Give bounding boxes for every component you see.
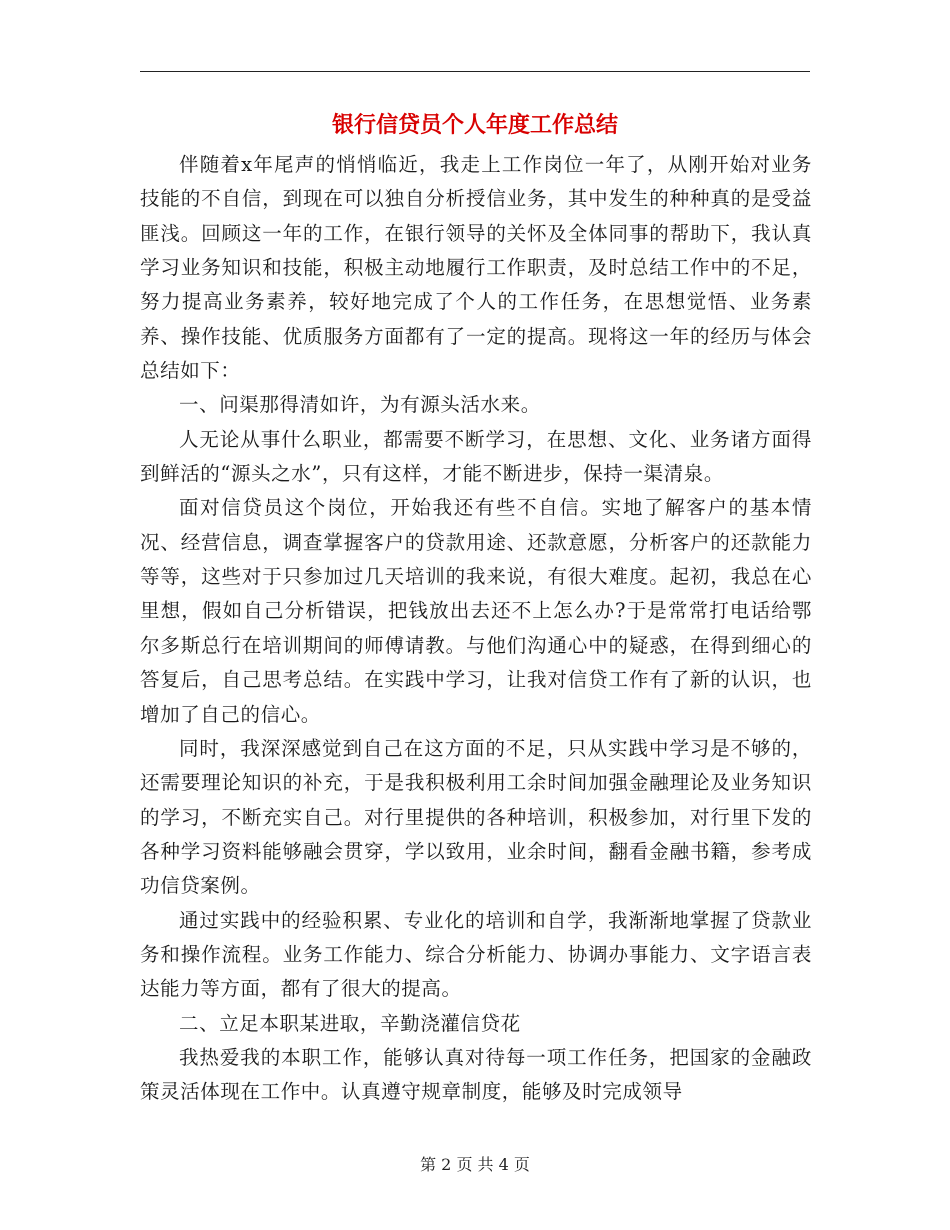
paragraph-practice: 面对信贷员这个岗位，开始我还有些不自信。实地了解客户的基本情况、经营信息，调查掌握客户的贷款用途、还款意愿，分析客户的还款能力等等，这些对于只参加过几天培训的我来说，有很大难度。起初，我总在心里想，假如自己分析错误，把钱放出去还不上怎么办?于是常常打电话给鄂尔多斯总行在培训期间的师傅请教。与他们沟通心中的疑惑，在得到细心的答复后，自己思考总结。在实践中学习，让我对信贷工作有了新的认识，也增加了自己的信心。 <box>140 496 812 726</box>
paragraph-learning: 人无论从事什么职业，都需要不断学习，在思想、文化、业务诸方面得到鲜活的“源头之水”，只有这样，才能不断进步，保持一渠清泉。 <box>140 427 812 486</box>
paragraph-intro: 伴随着x年尾声的悄悄临近，我走上工作岗位一年了，从刚开始对业务技能的不自信，到现在可以独自分析授信业务，其中发生的种种真的是受益匪浅。回顾这一年的工作，在银行领导的关怀及全体同事的帮助下，我认真学习业务知识和技能，积极主动地履行工作职责，及时总结工作中的不足，努力提高业务素养，较好地完成了个人的工作任务，在思想觉悟、业务素养、操作技能、优质服务方面都有了一定的提高。现将这一年的经历与体会总结如下： <box>140 153 812 383</box>
paragraph-progress: 通过实践中的经验积累、专业化的培训和自学，我渐渐地掌握了贷款业务和操作流程。业务工作能力、综合分析能力、协调办事能力、文字语言表达能力等方面，都有了很大的提高。 <box>140 908 812 1001</box>
page-number-footer: 第 2 页 共 4 页 <box>420 1155 530 1174</box>
document-body <box>140 148 812 1110</box>
section-heading-1: 一、问渠那得清如许，为有源头活水来。 <box>179 393 541 417</box>
header-rule <box>140 71 810 72</box>
paragraph-theory: 同时，我深深感觉到自己在这方面的不足，只从实践中学习是不够的，还需要理论知识的补充，于是我积极利用工余时间加强金融理论及业务知识的学习，不断充实自己。对行里提供的各种培训，积极参加，对行里下发的各种学习资料能够融会贯穿，学以致用，业余时间，翻看金融书籍，参考成功信贷案例。 <box>140 736 812 898</box>
paragraph-duty: 我热爱我的本职工作，能够认真对待每一项工作任务，把国家的金融政策灵活体现在工作中。认真遵守规章制度，能够及时完成领导 <box>140 1045 812 1104</box>
document-title: 银行信贷员个人年度工作总结 <box>331 112 618 138</box>
section-heading-2: 二、立足本职某进取，辛勤浇灌信贷花 <box>179 1011 521 1035</box>
